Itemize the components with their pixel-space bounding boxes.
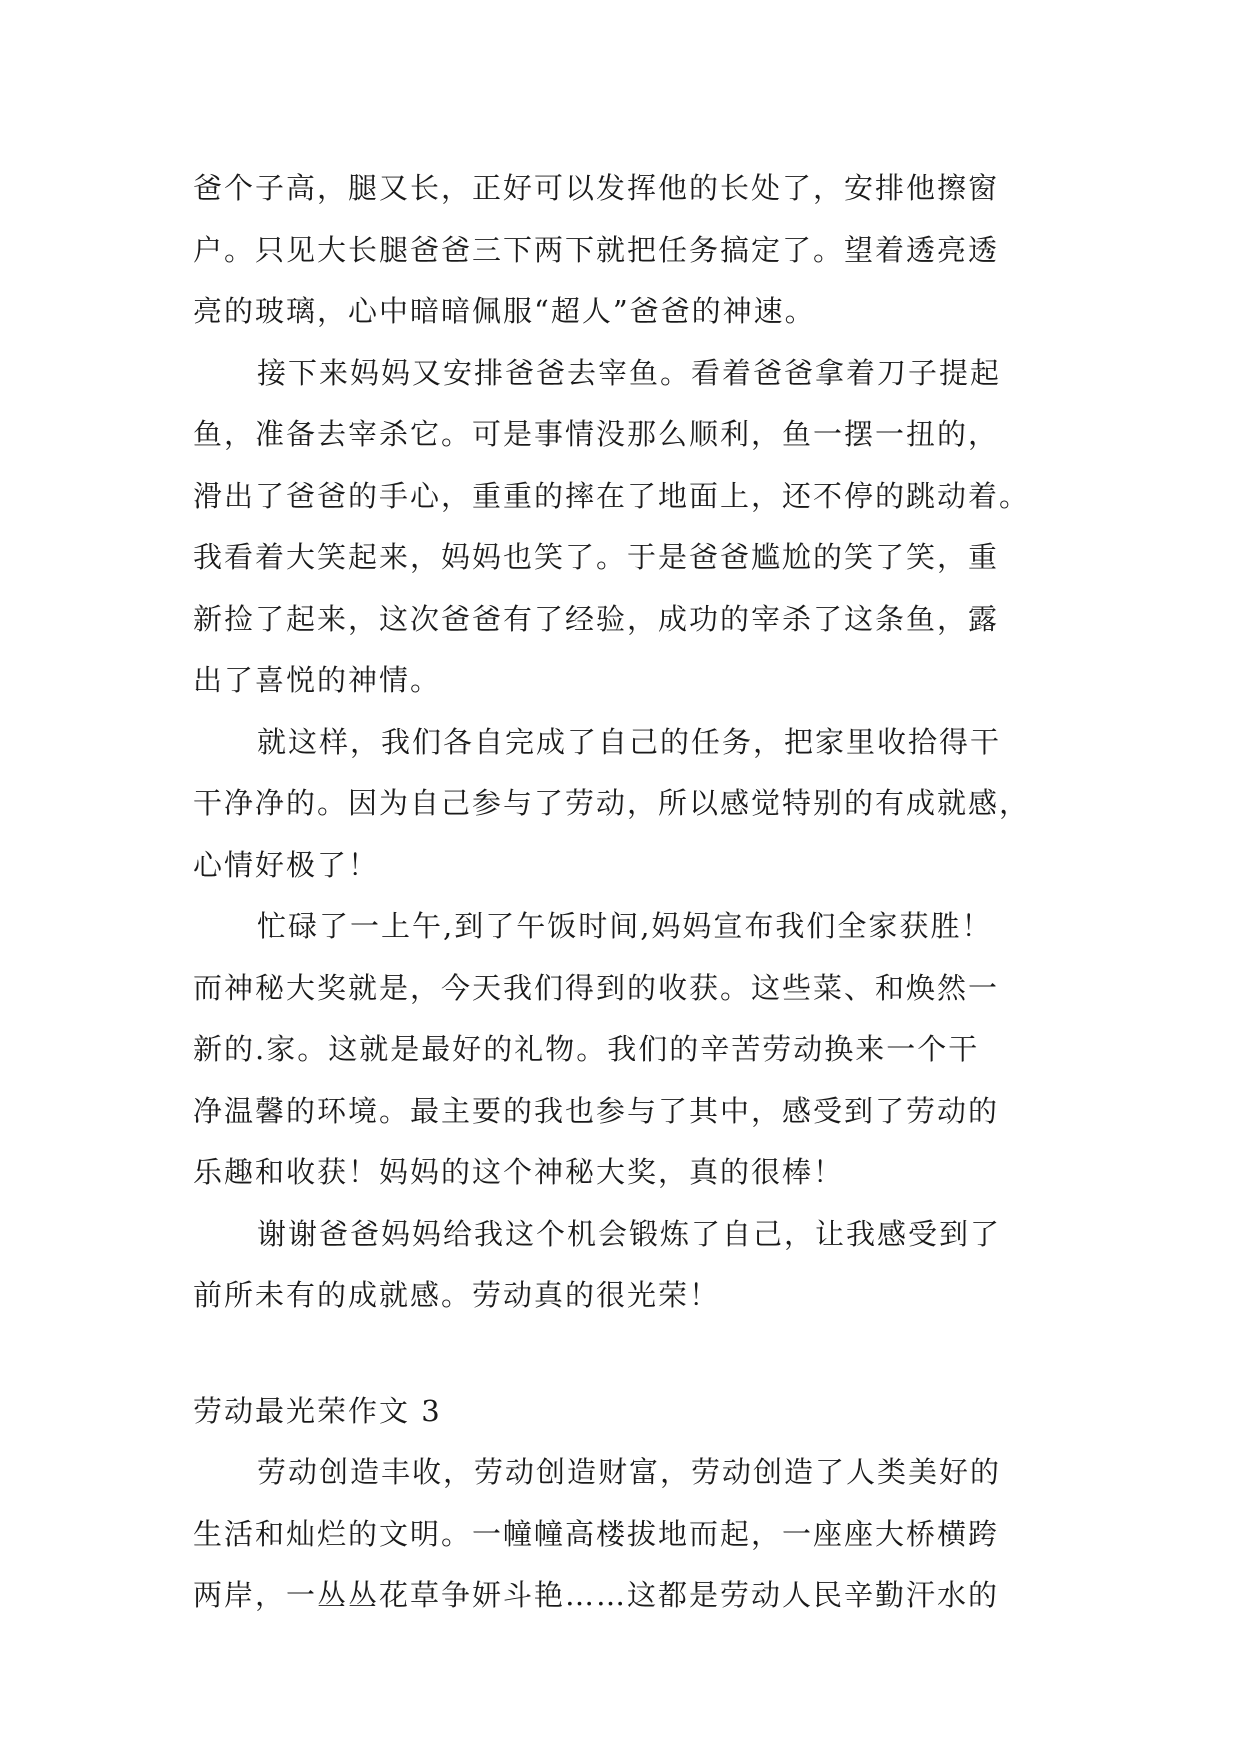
section-spacer [193, 1327, 1053, 1381]
paragraph [193, 1204, 1053, 1327]
text-line: 接下来妈妈又安排爸爸去宰鱼。看着爸爸拿着刀子提起 [257, 355, 1002, 390]
text-line: 谢谢爸爸妈妈给我这个机会锻炼了自己，让我感受到了 [257, 1216, 1002, 1251]
paragraph [193, 343, 1053, 712]
paragraph [193, 712, 1053, 897]
document-body [193, 158, 1053, 1627]
text-line: 心情好极了！ [193, 847, 380, 882]
text-line: 滑出了爸爸的手心，重重的摔在了地面上，还不停的跳动着。 [193, 478, 1031, 513]
text-line: 乐趣和收获！妈妈的这个神秘大奖，真的很棒！ [193, 1155, 845, 1189]
paragraph [193, 896, 1053, 1204]
text-line: 前所未有的成就感。劳动真的很光荣！ [193, 1278, 721, 1312]
paragraph [193, 1442, 1053, 1627]
section-heading: 劳动最光荣作文 3 [193, 1393, 442, 1428]
text-line: 新的.家。这就是最好的礼物。我们的辛苦劳动换来一个干 [193, 1032, 980, 1066]
text-line: 出了喜悦的神情。 [193, 663, 442, 697]
text-line: 净温馨的环境。最主要的我也参与了其中，感受到了劳动的 [193, 1093, 1000, 1128]
paragraph [193, 158, 1053, 343]
text-line: 而神秘大奖就是，今天我们得到的收获。这些菜、和焕然一 [193, 970, 1000, 1005]
text-line: 爸个子高，腿又长，正好可以发挥他的长处了，安排他擦窗 [193, 171, 1000, 205]
text-line: 亮的玻璃，心中暗暗佩服“超人”爸爸的神速。 [193, 294, 816, 328]
text-line: 干净净的。因为自己参与了劳动，所以感觉特别的有成就感， [193, 786, 1031, 820]
text-line: 户。只见大长腿爸爸三下两下就把任务搞定了。望着透亮透 [193, 232, 1000, 267]
text-line: 忙碌了一上午,到了午饭时间,妈妈宣布我们全家获胜！ [257, 909, 993, 943]
text-line: 新捡了起来，这次爸爸有了经验，成功的宰杀了这条鱼，露 [193, 601, 1000, 636]
text-line: 劳动创造丰收，劳动创造财富，劳动创造了人类美好的 [257, 1455, 1002, 1489]
text-line: 两岸，一丛丛花草争妍斗艳……这都是劳动人民辛勤汗水的 [193, 1578, 1000, 1612]
text-line: 生活和灿烂的文明。一幢幢高楼拔地而起，一座座大桥横跨 [193, 1516, 1000, 1551]
text-line: 就这样，我们各自完成了自己的任务，把家里收拾得干 [257, 724, 1002, 759]
text-line: 我看着大笑起来，妈妈也笑了。于是爸爸尴尬的笑了笑，重 [193, 540, 1000, 574]
text-line: 鱼，准备去宰杀它。可是事情没那么顺利，鱼一摆一扭的， [193, 417, 1000, 451]
